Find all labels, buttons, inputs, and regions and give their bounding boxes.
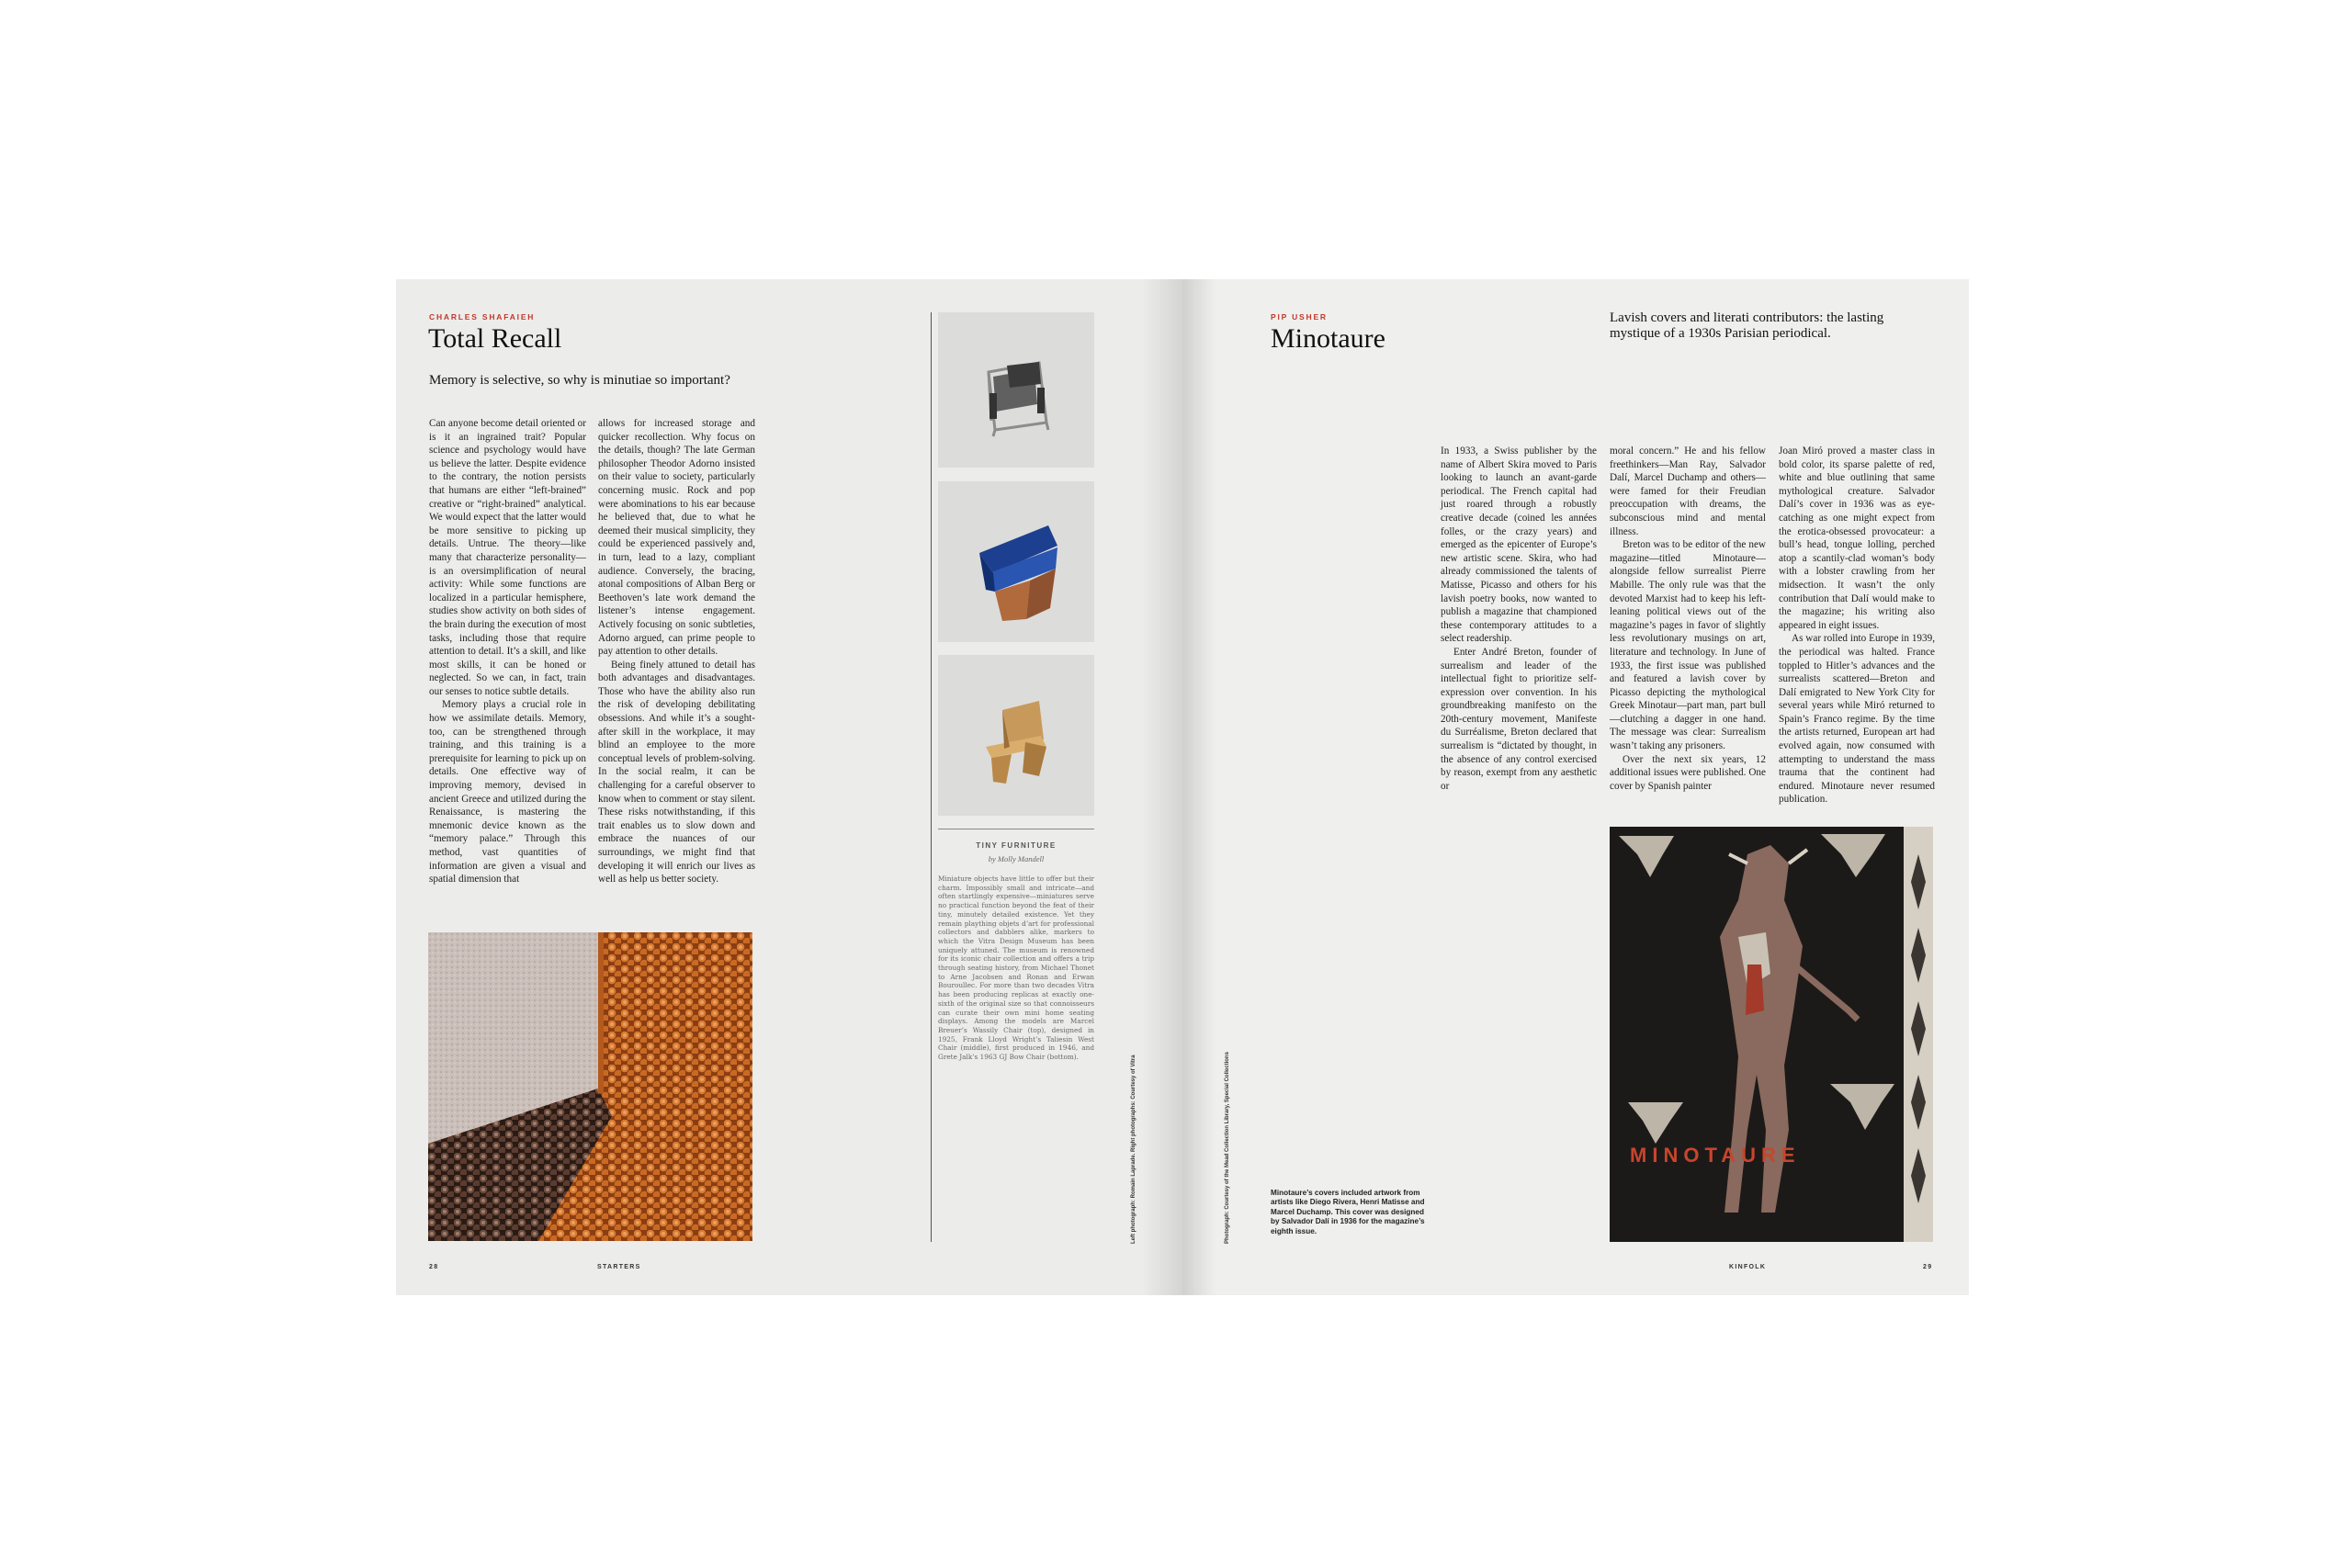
taliesin-west-chair xyxy=(938,481,1094,642)
mosaic-tiles-photo xyxy=(428,932,752,1241)
body-column-2 xyxy=(598,417,755,886)
paragraph: Over the next six years, 12 additional issues were published. One cover by Spanish painter xyxy=(1610,753,1766,792)
photo-credit-left: Left photograph: Romain Laprade. Right photographs: Courtesy of Vitra xyxy=(1131,1055,1136,1244)
sidebar-divider xyxy=(931,312,932,1242)
article-title: Minotaure xyxy=(1271,323,1385,354)
gutter-shadow-left xyxy=(1142,279,1182,1295)
body-column-2 xyxy=(1610,445,1766,793)
minotaure-dali-cover xyxy=(1610,827,1933,1242)
article-title: Total Recall xyxy=(428,323,562,354)
body-column-1 xyxy=(429,417,586,886)
folio-number: 28 xyxy=(429,1264,439,1270)
sidebar-body: Miniature objects have little to offer but their charm. Impossibly small and intricate—and often startlingly expensive—miniatures serve no practical function beyond the feat of their tiny, minutely detailed existence. Yet they remain plaything objets d’art for professional collectors and dabblers alike, markers to which the Vitra Design Museum has been uniquely attuned. The museum is renowned for its iconic chair collection and offers a trip through seating history, from Michael Thonet to Arne Jacobsen and Ronan and Erwan Bouroullec. For more than two decades Vitra has been producing replicas at exactly one-sixth of the original size so that connoisseurs can curate their own mini home seating displays. Among the models are Marcel Breuer’s Wassily Chair (top), designed in 1925, Frank Lloyd Wright’s Taliesin West Chair (middle), first produced in 1946, and Grete Jalk’s 1963 GJ Bow Chair (bottom). xyxy=(938,874,1094,1062)
cover-caption: Minotaure’s covers included artwork from artists like Diego Rivera, Henri Matisse and Marcel Duchamp. This cover was designed by Salvador Dalí in 1936 for the magazine’s eighth issue. xyxy=(1271,1189,1425,1235)
folio-number: 29 xyxy=(1923,1264,1933,1270)
paragraph: moral concern.” He and his fellow freethinkers—Man Ray, Salvador Dalí, Marcel Duchamp and others—were famed for their Freudian preoccupation with dreams, the subconscious mind and mental illness. xyxy=(1610,446,1766,537)
author-kicker: PIP USHER xyxy=(1271,312,1328,321)
right-page xyxy=(1182,279,1969,1295)
body-column-1 xyxy=(1441,445,1597,793)
folio-section: KINFOLK xyxy=(1729,1264,1767,1270)
article-dek: Lavish covers and literati contributors: the lasting mystique of a 1930s Parisian periodical. xyxy=(1610,310,1884,341)
wassily-chair xyxy=(938,312,1094,468)
paragraph: Enter André Breton, founder of surrealism and leader of the intellectual fight to prioritize self-expression over convention. In his groundbreaking manifesto on the 20th-century movement, Manifeste du Surréalisme, Breton declared that surrealism is “dictated by thought, in the absence of any control exercised by reason, exempt from any aesthetic or xyxy=(1441,646,1597,792)
photo-credit-right: Photograph: Courtesy of the Mead Collection Library, Special Collections xyxy=(1225,1052,1230,1244)
paragraph: Being finely attuned to detail has both advantages and disadvantages. Those who have the ability also run the risk of developing debilitating obsessions. And while it’s a sought-after skill in the workplace, it may blind an employee to the more conceptual levels of problem-solving. In the social realm, it can be challenging for a careful observer to know when to comment or stay silent. These risks notwithstanding, if this trait enables us to slow down and embrace the nuances of our surroundings, we might find that developing it will enrich our lives as well as help us better society. xyxy=(598,659,755,886)
folio-section: STARTERS xyxy=(597,1264,641,1270)
paragraph: As war rolled into Europe in 1939, the periodical was halted. France toppled to Hitler’s advances and the surrealists scattered—Breton and Dalí emigrated to New York City for several years while Miró returned to Spain’s Franco regime. By the time the artists returned, European art had evolved again, now consumed with attempting to understand the mass trauma that the continent had endured. Minotaure never resumed publication. xyxy=(1779,633,1935,806)
magazine-spread xyxy=(396,279,1969,1295)
paragraph: Breton was to be editor of the new magazine—titled Minotaure—alongside fellow surrealist Pierre Mabille. The only rule was that the devoted Marxist had to keep his left-leaning political views out of the magazine’s pages in favor of slightly less revolutionary musings on art, literature and technology. In June of 1933, the first issue was published and featured a lavish cover by Picasso depicting the mythological Greek Minotaur—part man, part bull—clutching a dagger in one hand. The message was clear: Surrealism wasn’t taking any prisoners. xyxy=(1610,539,1766,752)
paragraph: In 1933, a Swiss publisher by the name of Albert Skira moved to Paris looking to launch an avant-garde periodical. The French capital had just roared through a robustly creative decade (coined les années folles, or the crazy years) and emerged as the epicenter of Europe’s new artistic scene. Skira, who had already commissioned the talents of Matisse, Picasso and others for his lavish poetry books, now wanted to publish a magazine that championed these contemporary attitudes to a select readership. xyxy=(1441,446,1597,645)
sidebar-byline: by Molly Mandell xyxy=(988,854,1045,863)
body-column-3 xyxy=(1779,445,1935,807)
paragraph: Can anyone become detail oriented or is it an ingrained trait? Popular science and psychology would have us believe the latter. Despite evidence to the contrary, the notion persists that humans are either “left-brained” creative or “right-brained” analytical. We would expect that the latter would be more sensitive to picking up details. Untrue. The theory—like many that characterize personality—is an oversimplification of neural activity: While some functions are localized in a particular hemisphere, studies show activity on both sides of the brain during the execution of most tasks, including those that require attention to detail. It’s a skill, and like most skills, it can be honed or neglected. So we can, in fact, train our senses to notice subtle details. xyxy=(429,418,586,697)
paragraph: Joan Miró proved a master class in bold color, its sparse palette of red, white and blue outlining that same mythological creature. Salvador Dalí’s cover in 1936 was as eye-catching as one might expect from the erotica-obsessed provocateur: a bull’s head, tongue lolling, perched atop a scantily-clad woman’s body with a lobster crawling from her midsection. It wasn’t the only contribution that Dalí would make to the magazine; his writing also appeared in eight issues. xyxy=(1779,446,1935,631)
paragraph: allows for increased storage and quicker recollection. Why focus on the details, though? The late German philosopher Theodor Adorno insisted on their value to society, particularly concerning music. Rock and pop were abominations to his ear because he believed that, due to what he deemed their musical simplicity, they could be experienced passively and, in turn, lead to a lazy, compliant audience. Conversely, the bracing, atonal compositions of Alban Berg or Beethoven’s late work demand the listener’s intense engagement. Actively focusing on sonic subtleties, Adorno argued, can prime people to pay attention to other details. xyxy=(598,418,755,658)
sidebar-heading: TINY FURNITURE xyxy=(976,841,1057,850)
gutter-shadow-right xyxy=(1182,279,1216,1295)
article-dek: Memory is selective, so why is minutiae so important? xyxy=(429,373,730,388)
gj-bow-chair xyxy=(938,655,1094,816)
chair-tile-top xyxy=(938,312,1094,468)
chair-tile-middle xyxy=(938,481,1094,642)
paragraph: Memory plays a crucial role in how we assimilate details. Memory, too, can be strengthened through training, and this training is a prerequisite for learning to pick up on details. One effective way of improving memory, devised in ancient Greece and utilized during the Renaissance, is mastering the mnemonic device known as the “memory palace.” Through this method, vast quantities of information are given a visual and spatial dimension that xyxy=(429,699,586,886)
author-kicker: CHARLES SHAFAIEH xyxy=(429,312,536,321)
left-page xyxy=(396,279,1182,1295)
chair-tile-bottom xyxy=(938,655,1094,816)
cover-title: MINOTAURE xyxy=(1630,1144,1801,1167)
